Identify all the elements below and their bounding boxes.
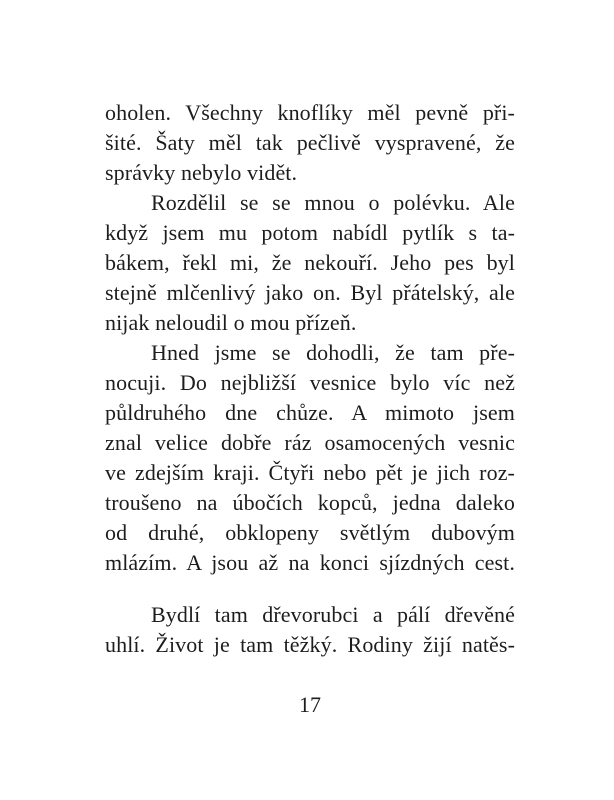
text-line: znal velice dobře ráz osamocených vesnic <box>105 430 515 455</box>
text-line: uhlí. Život je tam těžký. Rodiny žijí natěs- <box>105 632 515 657</box>
text-line: nocuji. Do nejbližší vesnice bylo víc než <box>105 370 515 395</box>
text-line: nijak neloudil o mou přízeň. <box>105 310 357 335</box>
text-line: mlázím. A jsou až na konci sjízdných cest. <box>105 550 515 575</box>
text-block <box>105 98 515 660</box>
text-line: troušeno na úbočích kopců, jedna daleko <box>105 490 515 515</box>
text-line: správky nebylo vidět. <box>105 160 298 185</box>
text-line: stejně mlčenlivý jako on. Byl přátelský, ale <box>105 280 515 305</box>
text-line: oholen. Všechny knoflíky měl pevně při- <box>105 100 515 125</box>
text-line: od druhé, obklopeny světlým dubovým <box>105 520 515 545</box>
text-line: Rozdělil se se mnou o polévku. Ale <box>151 190 515 215</box>
text-line: Bydlí tam dřevorubci a pálí dřevěné <box>151 602 515 627</box>
text-line: Hned jsme se dohodli, že tam pře- <box>151 340 515 365</box>
text-line: ve zdejším kraji. Čtyři nebo pět je jich roz- <box>105 460 515 485</box>
text-line: šité. Šaty měl tak pečlivě vyspravené, že <box>105 130 515 155</box>
page-number: 17 <box>299 692 321 717</box>
text-line: bákem, řekl mi, že nekouří. Jeho pes byl <box>105 250 515 275</box>
text-line: půldruhého dne chůze. A mimoto jsem <box>105 400 515 425</box>
text-line: když jsem mu potom nabídl pytlík s ta- <box>105 220 515 245</box>
